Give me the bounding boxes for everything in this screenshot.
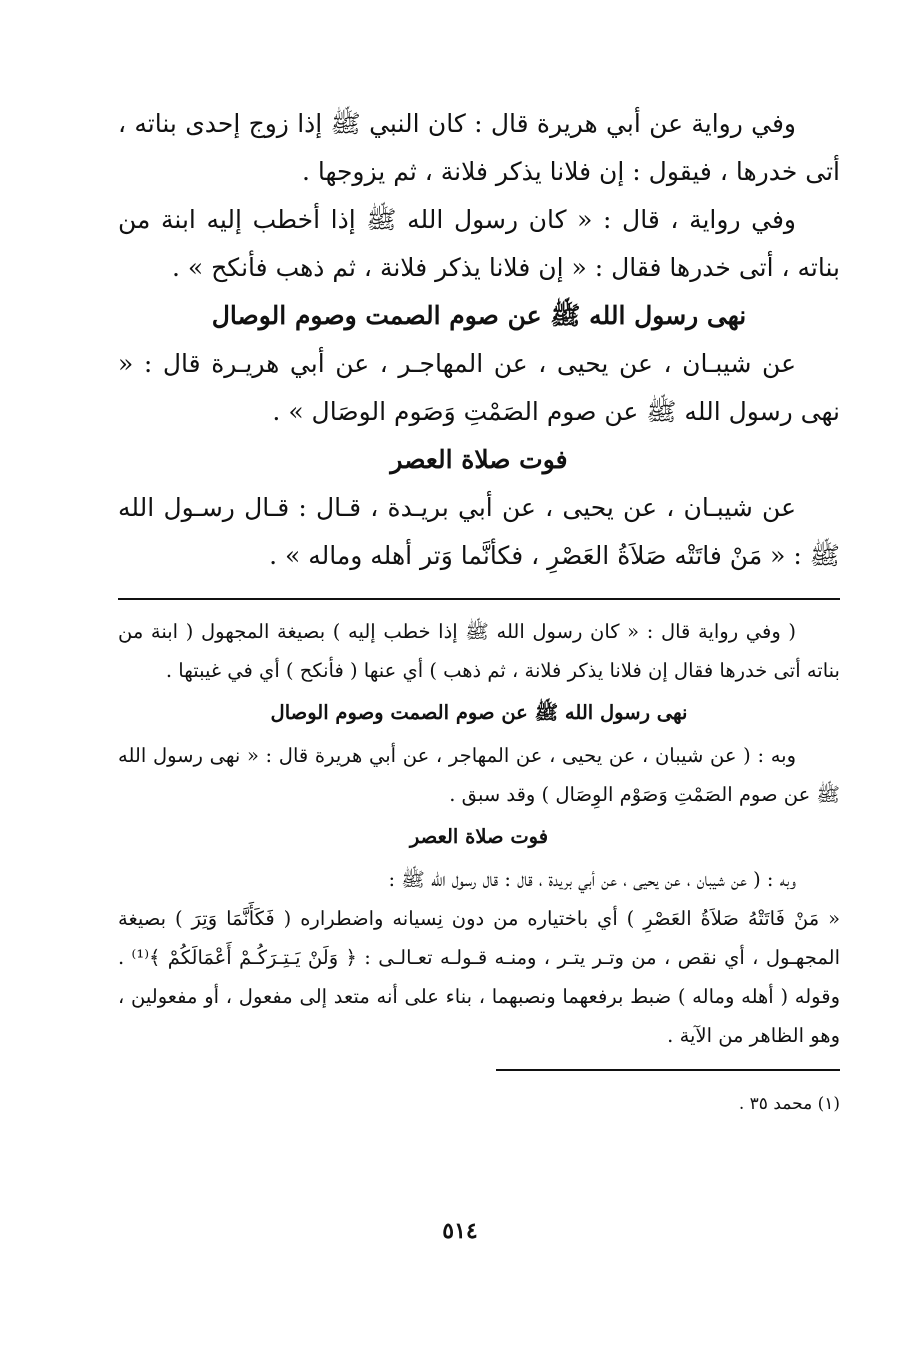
commentary-paragraph-2: وبه : ( عن شيبان ، عن يحيى ، عن المهاجر ، عن أبي هريرة قال : « نهى رسول الله ﷺ عن صوم الصَمْتِ وَصَوْم الوِصَال ) وقد سبق . [118,744,840,806]
commentary-paragraph-1: ( وفي رواية قال : « كان رسول الله ﷺ إذا خطب إليه ) بصيغة المجهول ( ابنة من بناته أتى خدرها فقال إن فلانا يذكر فلانة ، ثم ذهب ) أي عنها ( فأنكح ) أي في غيبتها . [118,620,840,682]
main-heading-asr: فوت صلاة العصر [390,445,568,474]
section-divider [118,598,840,600]
footnote-divider [496,1069,840,1071]
main-heading-fasting: نهى رسول الله ﷺ عن صوم الصمت وصوم الوصال [211,301,747,330]
main-paragraph-2: وفي رواية ، قال : « كان رسول الله ﷺ إذا أخطب إليه ابنة من بناته ، أتى خدرها فقال : « إن فلانا يذكر فلانة ، ثم ذهب فأنكح » . [118,205,840,282]
commentary-heading-fasting: نهى رسول الله ﷺ عن صوم الصمت وصوم الوصال [270,701,688,724]
commentary-text [118,612,840,1055]
main-text [118,100,840,580]
commentary-paragraph-3-first-line: وبه : ( عن شيبان ، عن يحيى ، عن أبي بريدة ، قال : قال رسول الله ﷺ : [388,868,796,891]
main-paragraph-1: وفي رواية عن أبي هريرة قال : كان النبي ﷺ إذا زوج إحدى بناته ، أتى خدرها ، فيقول : إن فلانا يذكر فلانة ، ثم يزوجها . [118,109,840,186]
main-paragraph-3: عن شيبـان ، عن يحيى ، عن المهاجـر ، عن أبي هريـرة قال : « نهى رسول الله ﷺ عن صوم الصَمْتِ وَصَوم الوصَال » . [118,349,840,426]
page-number: ٥١٤ [442,1218,478,1244]
commentary-paragraph-3-rest: « مَنْ فَاتَتْهُ صَلاَةُ العَصْرِ ) أي باختياره من دون نِسيانه واضطراره ( فَكَأَنَّمَا وَتِرَ ) بصيغة المجهـول ، أي نقص ، من وتـر يتـر ، ومنـه قـولـه تعـالـى : ﴿ وَلَنْ يَـتِـرَكُـمْ أَعْمَالَكُمْ ﴾⁽¹⁾ . وقوله ( أهله وماله ) ضبط برفعهما ونصبهما ، بناء على أنه متعد إلى مفعول ، أو مفعولين ، وهو الظاهر من الآية . [118,907,840,1047]
footnote: (١) محمد ٣٥ . [738,1094,840,1114]
main-paragraph-4: عن شيبـان ، عن يحيى ، عن أبي بريـدة ، قـال : قـال رسـول الله ﷺ : « مَنْ فاتَتْه صَلاَةُ العَصْرِ ، فكأنَّما وَتر أهله وماله » . [118,493,840,570]
book-page [118,100,840,1119]
commentary-heading-asr: فوت صلاة العصر [409,825,549,848]
